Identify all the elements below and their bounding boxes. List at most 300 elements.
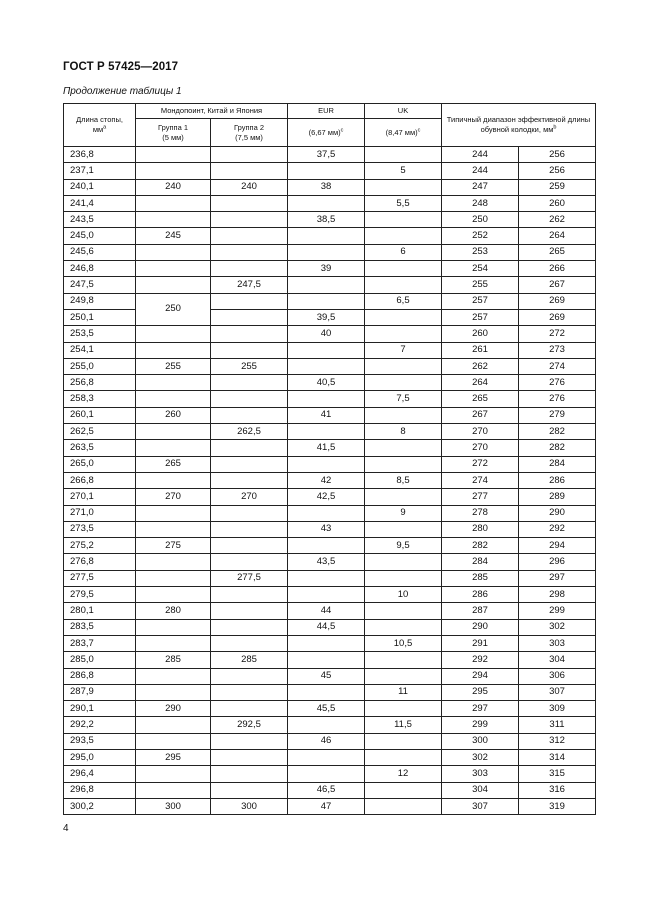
cell-uk: 6,5 bbox=[365, 293, 442, 309]
cell-foot-length: 287,9 bbox=[64, 684, 136, 700]
cell-eur: 39 bbox=[288, 261, 365, 277]
cell-group2 bbox=[211, 684, 288, 700]
cell-eur: 41,5 bbox=[288, 440, 365, 456]
cell-group2: 255 bbox=[211, 358, 288, 374]
cell-last-max: 314 bbox=[519, 749, 596, 765]
table-row bbox=[64, 603, 596, 619]
cell-last-max: 298 bbox=[519, 587, 596, 603]
cell-uk bbox=[365, 456, 442, 472]
cell-last-max: 316 bbox=[519, 782, 596, 798]
table-row bbox=[64, 798, 596, 814]
cell-group2 bbox=[211, 619, 288, 635]
cell-last-min: 247 bbox=[442, 179, 519, 195]
cell-last-min: 262 bbox=[442, 358, 519, 374]
footnote-c-marker-eur: c bbox=[340, 127, 344, 133]
footnote-b-marker: b bbox=[553, 124, 557, 131]
cell-foot-length: 263,5 bbox=[64, 440, 136, 456]
cell-uk bbox=[365, 619, 442, 635]
header-eur-step bbox=[288, 119, 365, 147]
cell-uk: 5,5 bbox=[365, 195, 442, 211]
cell-foot-length: 300,2 bbox=[64, 798, 136, 814]
cell-foot-length: 265,0 bbox=[64, 456, 136, 472]
cell-group2 bbox=[211, 212, 288, 228]
cell-last-min: 286 bbox=[442, 587, 519, 603]
table-row bbox=[64, 489, 596, 505]
header-foot-length bbox=[64, 104, 136, 147]
cell-last-min: 267 bbox=[442, 407, 519, 423]
table-row bbox=[64, 472, 596, 488]
cell-group1 bbox=[136, 619, 211, 635]
cell-group1 bbox=[136, 375, 211, 391]
cell-group2: 270 bbox=[211, 489, 288, 505]
cell-last-min: 278 bbox=[442, 505, 519, 521]
size-table bbox=[63, 103, 596, 815]
cell-eur: 44,5 bbox=[288, 619, 365, 635]
cell-group1: 240 bbox=[136, 179, 211, 195]
header-group1-label: Группа 1 bbox=[157, 122, 189, 132]
cell-group2 bbox=[211, 635, 288, 651]
cell-eur: 47 bbox=[288, 798, 365, 814]
cell-last-max: 289 bbox=[519, 489, 596, 505]
cell-eur bbox=[288, 195, 365, 211]
table-row bbox=[64, 733, 596, 749]
header-last-range bbox=[442, 104, 596, 147]
table-row bbox=[64, 244, 596, 260]
cell-foot-length: 283,7 bbox=[64, 635, 136, 651]
cell-foot-length: 254,1 bbox=[64, 342, 136, 358]
cell-last-max: 282 bbox=[519, 440, 596, 456]
cell-group2 bbox=[211, 587, 288, 603]
cell-last-min: 295 bbox=[442, 684, 519, 700]
cell-uk bbox=[365, 554, 442, 570]
cell-group1 bbox=[136, 587, 211, 603]
cell-group2: 285 bbox=[211, 652, 288, 668]
cell-group1 bbox=[136, 717, 211, 733]
cell-eur bbox=[288, 358, 365, 374]
footnote-a-marker: a bbox=[103, 124, 107, 131]
cell-uk bbox=[365, 407, 442, 423]
cell-foot-length: 243,5 bbox=[64, 212, 136, 228]
cell-eur bbox=[288, 749, 365, 765]
cell-eur: 38 bbox=[288, 179, 365, 195]
cell-uk: 12 bbox=[365, 766, 442, 782]
cell-last-min: 280 bbox=[442, 521, 519, 537]
cell-last-min: 254 bbox=[442, 261, 519, 277]
cell-uk: 11,5 bbox=[365, 717, 442, 733]
cell-last-max: 267 bbox=[519, 277, 596, 293]
cell-eur: 40 bbox=[288, 326, 365, 342]
cell-last-min: 294 bbox=[442, 668, 519, 684]
header-eur-step-label: (6,67 мм) bbox=[308, 127, 341, 137]
cell-last-max: 292 bbox=[519, 521, 596, 537]
cell-last-min: 253 bbox=[442, 244, 519, 260]
table-row bbox=[64, 358, 596, 374]
cell-uk bbox=[365, 326, 442, 342]
cell-group2 bbox=[211, 342, 288, 358]
footnote-c-marker-uk: c bbox=[417, 127, 421, 133]
cell-group1: 265 bbox=[136, 456, 211, 472]
cell-foot-length: 277,5 bbox=[64, 570, 136, 586]
cell-eur: 37,5 bbox=[288, 147, 365, 163]
cell-last-max: 319 bbox=[519, 798, 596, 814]
cell-last-max: 274 bbox=[519, 358, 596, 374]
cell-foot-length: 271,0 bbox=[64, 505, 136, 521]
cell-last-min: 264 bbox=[442, 375, 519, 391]
cell-last-min: 250 bbox=[442, 212, 519, 228]
cell-group1: 255 bbox=[136, 358, 211, 374]
cell-foot-length: 247,5 bbox=[64, 277, 136, 293]
table-row bbox=[64, 212, 596, 228]
cell-eur bbox=[288, 277, 365, 293]
table-body bbox=[64, 147, 596, 815]
cell-last-max: 269 bbox=[519, 309, 596, 325]
cell-group1 bbox=[136, 261, 211, 277]
cell-eur bbox=[288, 505, 365, 521]
cell-eur bbox=[288, 684, 365, 700]
cell-foot-length: 237,1 bbox=[64, 163, 136, 179]
cell-eur bbox=[288, 717, 365, 733]
cell-group2 bbox=[211, 521, 288, 537]
cell-uk bbox=[365, 489, 442, 505]
header-last-range-unit: мм bbox=[543, 125, 554, 134]
cell-group1 bbox=[136, 424, 211, 440]
cell-foot-length: 295,0 bbox=[64, 749, 136, 765]
cell-uk bbox=[365, 733, 442, 749]
cell-last-min: 282 bbox=[442, 538, 519, 554]
cell-eur: 45,5 bbox=[288, 701, 365, 717]
cell-eur bbox=[288, 244, 365, 260]
cell-last-max: 311 bbox=[519, 717, 596, 733]
table-row bbox=[64, 782, 596, 798]
cell-foot-length: 273,5 bbox=[64, 521, 136, 537]
cell-uk: 11 bbox=[365, 684, 442, 700]
cell-group2 bbox=[211, 326, 288, 342]
cell-last-max: 286 bbox=[519, 472, 596, 488]
header-uk-step bbox=[365, 119, 442, 147]
cell-group1 bbox=[136, 326, 211, 342]
cell-group2: 262,5 bbox=[211, 424, 288, 440]
cell-last-max: 262 bbox=[519, 212, 596, 228]
cell-group2 bbox=[211, 309, 288, 325]
header-group1 bbox=[136, 119, 211, 147]
cell-last-max: 273 bbox=[519, 342, 596, 358]
cell-uk bbox=[365, 147, 442, 163]
cell-last-min: 270 bbox=[442, 440, 519, 456]
cell-group2 bbox=[211, 147, 288, 163]
cell-last-max: 284 bbox=[519, 456, 596, 472]
cell-group2 bbox=[211, 603, 288, 619]
cell-foot-length: 245,6 bbox=[64, 244, 136, 260]
cell-foot-length: 275,2 bbox=[64, 538, 136, 554]
table-row bbox=[64, 147, 596, 163]
cell-last-min: 297 bbox=[442, 701, 519, 717]
cell-foot-length: 270,1 bbox=[64, 489, 136, 505]
cell-uk bbox=[365, 440, 442, 456]
cell-group2 bbox=[211, 505, 288, 521]
cell-group1: 280 bbox=[136, 603, 211, 619]
cell-group1 bbox=[136, 244, 211, 260]
cell-group2 bbox=[211, 293, 288, 309]
table-row bbox=[64, 749, 596, 765]
cell-eur bbox=[288, 570, 365, 586]
cell-eur bbox=[288, 538, 365, 554]
header-eur: EUR bbox=[288, 104, 365, 119]
cell-last-min: 272 bbox=[442, 456, 519, 472]
cell-uk: 10 bbox=[365, 587, 442, 603]
cell-group1: 250 bbox=[136, 293, 211, 326]
cell-last-max: 306 bbox=[519, 668, 596, 684]
cell-group2 bbox=[211, 195, 288, 211]
cell-group1 bbox=[136, 212, 211, 228]
table-row bbox=[64, 619, 596, 635]
cell-group1: 290 bbox=[136, 701, 211, 717]
cell-foot-length: 246,8 bbox=[64, 261, 136, 277]
cell-group1: 270 bbox=[136, 489, 211, 505]
cell-last-min: 244 bbox=[442, 147, 519, 163]
cell-uk bbox=[365, 701, 442, 717]
header-uk-step-label: (8,47 мм) bbox=[385, 127, 418, 137]
cell-foot-length: 290,1 bbox=[64, 701, 136, 717]
cell-eur: 42,5 bbox=[288, 489, 365, 505]
cell-last-max: 259 bbox=[519, 179, 596, 195]
table-row bbox=[64, 684, 596, 700]
table-row bbox=[64, 521, 596, 537]
table-row bbox=[64, 668, 596, 684]
table-row bbox=[64, 375, 596, 391]
table-row bbox=[64, 440, 596, 456]
cell-last-max: 266 bbox=[519, 261, 596, 277]
cell-last-max: 269 bbox=[519, 293, 596, 309]
cell-group1 bbox=[136, 782, 211, 798]
cell-group1 bbox=[136, 684, 211, 700]
table-row bbox=[64, 456, 596, 472]
cell-group2 bbox=[211, 472, 288, 488]
cell-last-max: 256 bbox=[519, 163, 596, 179]
header-foot-length-label: Длина стопы, bbox=[76, 115, 123, 124]
cell-uk bbox=[365, 798, 442, 814]
cell-last-max: 265 bbox=[519, 244, 596, 260]
cell-uk bbox=[365, 179, 442, 195]
cell-uk bbox=[365, 358, 442, 374]
cell-group1 bbox=[136, 570, 211, 586]
cell-uk bbox=[365, 521, 442, 537]
cell-group2 bbox=[211, 701, 288, 717]
cell-uk bbox=[365, 228, 442, 244]
cell-group2: 240 bbox=[211, 179, 288, 195]
cell-foot-length: 276,8 bbox=[64, 554, 136, 570]
cell-last-max: 307 bbox=[519, 684, 596, 700]
cell-last-max: 297 bbox=[519, 570, 596, 586]
header-group1-step: (5 мм) bbox=[162, 132, 184, 142]
cell-foot-length: 296,8 bbox=[64, 782, 136, 798]
cell-last-min: 284 bbox=[442, 554, 519, 570]
cell-eur: 43,5 bbox=[288, 554, 365, 570]
table-row bbox=[64, 635, 596, 651]
cell-group1 bbox=[136, 391, 211, 407]
cell-foot-length: 283,5 bbox=[64, 619, 136, 635]
cell-foot-length: 256,8 bbox=[64, 375, 136, 391]
table-row bbox=[64, 326, 596, 342]
header-last-range-label: Типичный диапазон эффективной длины обувной колодки, bbox=[446, 115, 591, 134]
cell-uk: 9,5 bbox=[365, 538, 442, 554]
cell-last-min: 255 bbox=[442, 277, 519, 293]
cell-last-max: 264 bbox=[519, 228, 596, 244]
cell-last-max: 309 bbox=[519, 701, 596, 717]
header-foot-length-unit: мм bbox=[92, 125, 104, 134]
cell-group2 bbox=[211, 261, 288, 277]
cell-foot-length: 253,5 bbox=[64, 326, 136, 342]
header-mondopoint: Мондопоинт, Китай и Япония bbox=[136, 104, 288, 119]
cell-eur bbox=[288, 587, 365, 603]
cell-uk: 5 bbox=[365, 163, 442, 179]
cell-last-min: 270 bbox=[442, 424, 519, 440]
cell-eur: 46,5 bbox=[288, 782, 365, 798]
cell-uk bbox=[365, 782, 442, 798]
cell-group2 bbox=[211, 440, 288, 456]
table-row bbox=[64, 701, 596, 717]
cell-foot-length: 236,8 bbox=[64, 147, 136, 163]
cell-last-max: 282 bbox=[519, 424, 596, 440]
cell-foot-length: 249,8 bbox=[64, 293, 136, 309]
cell-eur: 40,5 bbox=[288, 375, 365, 391]
cell-foot-length: 293,5 bbox=[64, 733, 136, 749]
cell-last-max: 299 bbox=[519, 603, 596, 619]
cell-last-min: 274 bbox=[442, 472, 519, 488]
table-row bbox=[64, 195, 596, 211]
cell-group2 bbox=[211, 163, 288, 179]
table-row bbox=[64, 505, 596, 521]
cell-uk bbox=[365, 749, 442, 765]
cell-uk: 6 bbox=[365, 244, 442, 260]
cell-last-max: 294 bbox=[519, 538, 596, 554]
table-row bbox=[64, 391, 596, 407]
cell-group1 bbox=[136, 505, 211, 521]
cell-uk: 9 bbox=[365, 505, 442, 521]
cell-last-min: 285 bbox=[442, 570, 519, 586]
cell-last-max: 296 bbox=[519, 554, 596, 570]
cell-last-max: 290 bbox=[519, 505, 596, 521]
cell-group1: 275 bbox=[136, 538, 211, 554]
cell-foot-length: 260,1 bbox=[64, 407, 136, 423]
cell-group2: 247,5 bbox=[211, 277, 288, 293]
cell-uk bbox=[365, 603, 442, 619]
cell-group2 bbox=[211, 668, 288, 684]
cell-eur bbox=[288, 342, 365, 358]
cell-foot-length: 280,1 bbox=[64, 603, 136, 619]
cell-eur: 45 bbox=[288, 668, 365, 684]
cell-eur: 38,5 bbox=[288, 212, 365, 228]
table-row bbox=[64, 228, 596, 244]
table-row bbox=[64, 587, 596, 603]
cell-group2 bbox=[211, 766, 288, 782]
cell-foot-length: 296,4 bbox=[64, 766, 136, 782]
cell-last-min: 299 bbox=[442, 717, 519, 733]
cell-foot-length: 279,5 bbox=[64, 587, 136, 603]
cell-group2 bbox=[211, 733, 288, 749]
cell-group2 bbox=[211, 782, 288, 798]
cell-last-min: 302 bbox=[442, 749, 519, 765]
cell-foot-length: 255,0 bbox=[64, 358, 136, 374]
cell-last-min: 252 bbox=[442, 228, 519, 244]
header-group2-label: Группа 2 bbox=[233, 122, 265, 132]
cell-last-max: 302 bbox=[519, 619, 596, 635]
table-caption: Продолжение таблицы 1 bbox=[63, 86, 182, 97]
cell-eur: 46 bbox=[288, 733, 365, 749]
header-uk: UK bbox=[365, 104, 442, 119]
cell-eur bbox=[288, 456, 365, 472]
cell-group2 bbox=[211, 244, 288, 260]
cell-eur: 41 bbox=[288, 407, 365, 423]
cell-last-min: 260 bbox=[442, 326, 519, 342]
cell-last-min: 277 bbox=[442, 489, 519, 505]
table-row bbox=[64, 424, 596, 440]
cell-last-min: 307 bbox=[442, 798, 519, 814]
cell-group1 bbox=[136, 440, 211, 456]
cell-uk bbox=[365, 652, 442, 668]
cell-last-max: 312 bbox=[519, 733, 596, 749]
cell-group1 bbox=[136, 733, 211, 749]
cell-last-max: 256 bbox=[519, 147, 596, 163]
cell-foot-length: 262,5 bbox=[64, 424, 136, 440]
cell-group1 bbox=[136, 521, 211, 537]
cell-group1: 300 bbox=[136, 798, 211, 814]
cell-uk bbox=[365, 261, 442, 277]
cell-uk bbox=[365, 668, 442, 684]
cell-group2 bbox=[211, 538, 288, 554]
cell-group2: 292,5 bbox=[211, 717, 288, 733]
cell-eur: 44 bbox=[288, 603, 365, 619]
cell-group2 bbox=[211, 554, 288, 570]
cell-last-max: 272 bbox=[519, 326, 596, 342]
table-row bbox=[64, 293, 596, 309]
cell-uk bbox=[365, 570, 442, 586]
cell-last-max: 304 bbox=[519, 652, 596, 668]
cell-foot-length: 292,2 bbox=[64, 717, 136, 733]
cell-group2 bbox=[211, 375, 288, 391]
cell-group2: 300 bbox=[211, 798, 288, 814]
cell-last-min: 265 bbox=[442, 391, 519, 407]
table-row bbox=[64, 538, 596, 554]
cell-last-max: 276 bbox=[519, 391, 596, 407]
cell-last-min: 292 bbox=[442, 652, 519, 668]
cell-last-min: 257 bbox=[442, 293, 519, 309]
table-row bbox=[64, 179, 596, 195]
cell-last-min: 291 bbox=[442, 635, 519, 651]
cell-eur: 42 bbox=[288, 472, 365, 488]
cell-uk: 8,5 bbox=[365, 472, 442, 488]
cell-group1 bbox=[136, 554, 211, 570]
table-row bbox=[64, 570, 596, 586]
cell-last-max: 279 bbox=[519, 407, 596, 423]
cell-foot-length: 241,4 bbox=[64, 195, 136, 211]
cell-group1: 260 bbox=[136, 407, 211, 423]
cell-group2 bbox=[211, 749, 288, 765]
cell-eur bbox=[288, 228, 365, 244]
cell-group1: 285 bbox=[136, 652, 211, 668]
cell-eur bbox=[288, 424, 365, 440]
table-row bbox=[64, 407, 596, 423]
cell-eur bbox=[288, 293, 365, 309]
cell-group2 bbox=[211, 407, 288, 423]
cell-last-min: 287 bbox=[442, 603, 519, 619]
cell-last-min: 244 bbox=[442, 163, 519, 179]
page-title: ГОСТ Р 57425—2017 bbox=[63, 61, 179, 73]
cell-last-min: 248 bbox=[442, 195, 519, 211]
cell-group1 bbox=[136, 195, 211, 211]
cell-eur bbox=[288, 391, 365, 407]
cell-last-min: 300 bbox=[442, 733, 519, 749]
table-row bbox=[64, 342, 596, 358]
